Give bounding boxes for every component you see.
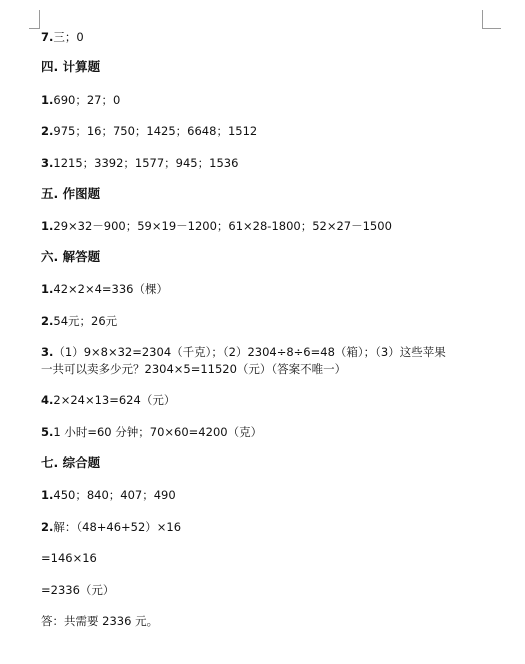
answer-line-continuation: =146×16 xyxy=(41,551,97,565)
section-heading: 四. 计算题 xyxy=(41,59,101,74)
answer-line: 2.解：（48+46+52）×16 xyxy=(41,520,182,534)
answer-line: 3.（1）9×8×32=2304（千克）；（2）2304÷8÷6=48（箱）；（3）这些苹果 xyxy=(41,345,446,359)
section-heading: 六. 解答题 xyxy=(41,249,101,264)
answer-line: 2.54元；26元 xyxy=(41,314,118,328)
answer-line-continuation: 答：共需要 2336 元。 xyxy=(41,614,159,628)
page-corner-mark-top-right xyxy=(482,10,501,29)
page-corner-mark-top-left xyxy=(29,10,40,29)
section-heading: 五. 作图题 xyxy=(41,186,101,201)
answer-line: 1.42×2×4=336（棵） xyxy=(41,282,168,296)
answer-line-continuation: 一共可以卖多少元？2304×5=11520（元）（答案不唯一） xyxy=(41,362,347,376)
answer-line: 7.三；0 xyxy=(41,30,84,44)
section-heading: 七. 综合题 xyxy=(41,455,101,470)
answer-line: 2.975；16；750；1425；6648；1512 xyxy=(41,124,258,138)
answer-line: 4.2×24×13=624（元） xyxy=(41,393,176,407)
answer-line: 1.450；840；407；490 xyxy=(41,488,176,502)
answer-line: 1.690；27；0 xyxy=(41,93,121,107)
answer-line: 5.1 小时=60 分钟；70×60=4200（克） xyxy=(41,425,263,439)
answer-line: 1.29×32－900；59×19－1200；61×28-1800；52×27－1500 xyxy=(41,219,392,233)
answer-line-continuation: =2336（元） xyxy=(41,583,115,597)
answer-line: 3.1215；3392；1577；945；1536 xyxy=(41,156,239,170)
